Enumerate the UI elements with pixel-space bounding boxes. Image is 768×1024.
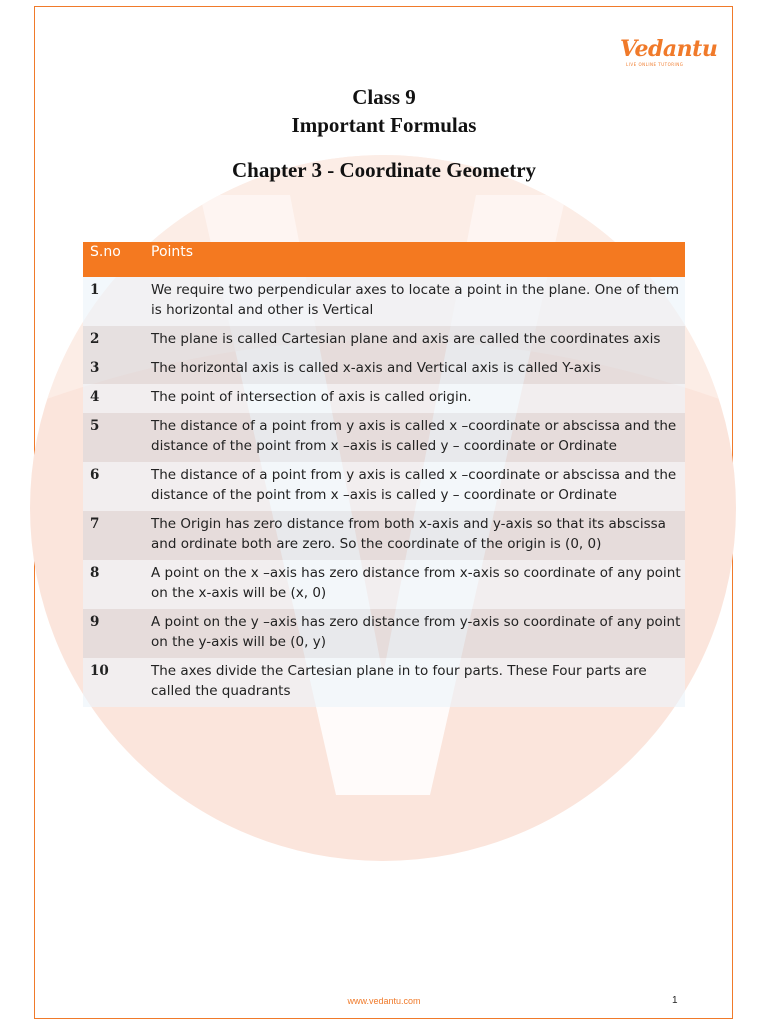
- table-row: [83, 658, 685, 707]
- table-row: [83, 560, 685, 609]
- logo-tagline: LIVE ONLINE TUTORING: [626, 62, 684, 67]
- table-header-row: [83, 242, 685, 277]
- table-row: [83, 326, 685, 355]
- row-text: A point on the y –axis has zero distance from y-axis so coordinate of any point on the y-axis will be (0, y): [144, 609, 685, 658]
- row-number: 10: [83, 658, 144, 707]
- row-text: The plane is called Cartesian plane and axis are called the coordinates axis: [144, 326, 685, 355]
- row-text: A point on the x –axis has zero distance from x-axis so coordinate of any point on the x-axis will be (x, 0): [144, 560, 685, 609]
- row-text: The point of intersection of axis is called origin.: [144, 384, 685, 413]
- page-number: 1: [672, 995, 678, 1006]
- row-number: 9: [83, 609, 144, 658]
- row-text: The Origin has zero distance from both x-axis and y-axis so that its abscissa and ordinate both are zero. So the coordinate of the origin is (0, 0): [144, 511, 685, 560]
- table-row: [83, 277, 685, 326]
- sno-header: S.no: [83, 242, 144, 277]
- row-number: 8: [83, 560, 144, 609]
- row-number: 3: [83, 355, 144, 384]
- table-row: [83, 355, 685, 384]
- footer-url: www.vedantu.com: [347, 996, 421, 1006]
- row-number: 1: [83, 277, 144, 326]
- table-row: [83, 384, 685, 413]
- row-number: 6: [83, 462, 144, 511]
- row-number: 5: [83, 413, 144, 462]
- chapter-title: Chapter 3 - Coordinate Geometry: [231, 158, 537, 182]
- document-title: Important Formulas: [291, 113, 477, 137]
- row-text: The horizontal axis is called x-axis and Vertical axis is called Y-axis: [144, 355, 685, 384]
- points-header: Points: [144, 242, 685, 277]
- logo-wordmark: Vedantu: [620, 36, 718, 62]
- formulas-table: [83, 242, 685, 707]
- row-number: 2: [83, 326, 144, 355]
- table-row: [83, 609, 685, 658]
- vedantu-logo: [620, 36, 718, 72]
- table-row: [83, 511, 685, 560]
- row-text: The distance of a point from y axis is called x –coordinate or abscissa and the distance of the point from x –axis is called y – coordinate or Ordinate: [144, 413, 685, 462]
- row-text: The distance of a point from y axis is called x –coordinate or abscissa and the distance of the point from x –axis is called y – coordinate or Ordinate: [144, 462, 685, 511]
- row-number: 4: [83, 384, 144, 413]
- row-number: 7: [83, 511, 144, 560]
- table-row: [83, 413, 685, 462]
- row-text: We require two perpendicular axes to locate a point in the plane. One of them is horizontal and other is Vertical: [144, 277, 685, 326]
- row-text: The axes divide the Cartesian plane in to four parts. These Four parts are called the quadrants: [144, 658, 685, 707]
- class-title: Class 9: [352, 85, 416, 109]
- table-row: [83, 462, 685, 511]
